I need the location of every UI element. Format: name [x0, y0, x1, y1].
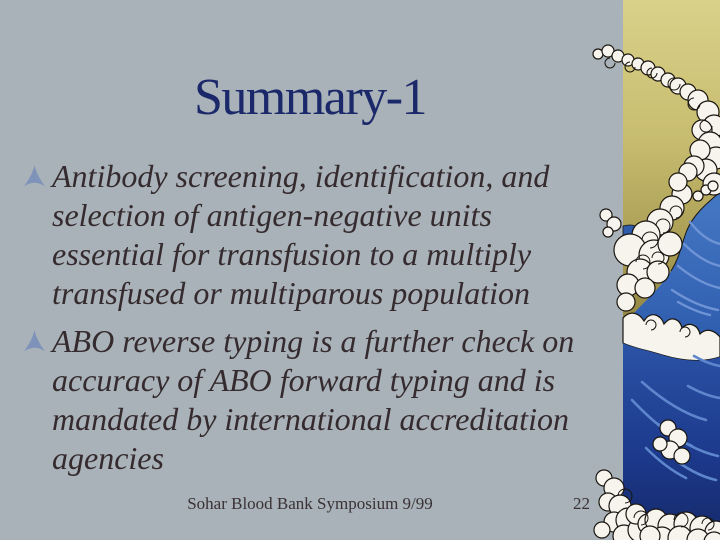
bullet-line: transfused or multiparous population	[52, 275, 530, 311]
three-point-star-icon	[22, 164, 47, 189]
bullet-line: Antibody screening, identification, and	[52, 158, 550, 194]
bullet-line: agencies	[52, 440, 164, 476]
page-number: 22	[573, 494, 590, 513]
bullet-line: mandated by international accreditation	[52, 401, 569, 437]
bullet-item	[22, 322, 597, 478]
bullet-item	[22, 157, 597, 313]
three-point-star-icon	[22, 329, 47, 354]
bullet-line: ABO reverse typing is a further check on	[52, 323, 575, 359]
bullet-list	[22, 157, 597, 487]
footer-text: Sohar Blood Bank Symposium 9/99	[187, 494, 433, 513]
bullet-line: essential for transfusion to a multiply	[52, 236, 532, 272]
bullet-line: selection of antigen-negative units	[52, 197, 492, 233]
bullet-line: accuracy of ABO forward typing and is	[52, 362, 556, 398]
slide-title: Summary-1	[193, 69, 427, 126]
